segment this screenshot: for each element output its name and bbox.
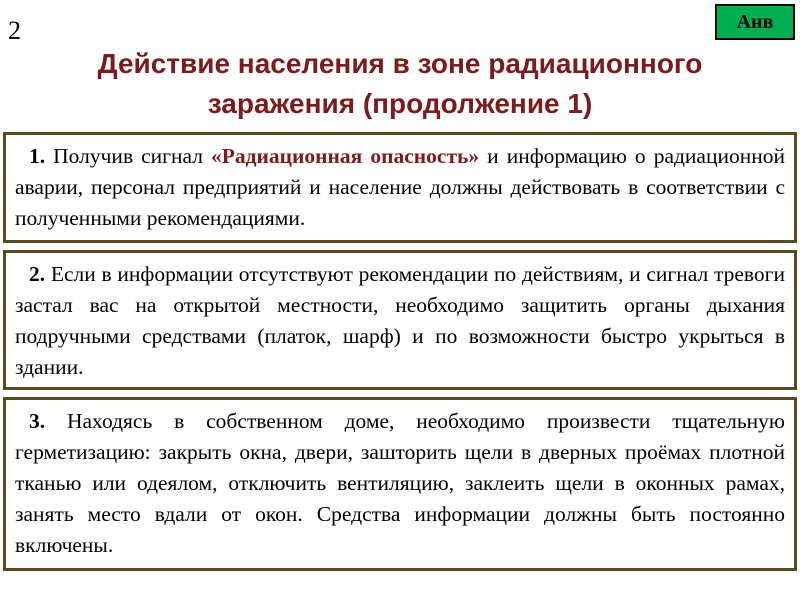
title-line-2: заражения (продолжение 1) (207, 88, 593, 119)
instruction-box-1 (3, 132, 797, 243)
item-text-part: Получив сигнал (45, 144, 211, 168)
instruction-box-3 (3, 397, 797, 571)
item-number: 2. (29, 262, 46, 286)
title-line-1: Действие населения в зоне радиационного (97, 48, 703, 79)
author-badge-button[interactable]: Анв (715, 4, 795, 40)
item-number: 3. (29, 409, 46, 433)
item-text-part: и информацию о радиационной аварии, персонал предприятий и население должны действовать в соответствии с полученными рекомендациями. (15, 144, 785, 230)
slide-number: 2 (8, 16, 21, 45)
item-text: Находясь в собственном доме, необходимо произвести тщательную герметизацию: закрыть окна, двери, зашторить щели в дверных проёмах плотной тканью или одеялом, отключить вентиляцию, заклеить щели в оконных рамах, занять место вдали от окон. Средства информации должны быть постоянно включены. (15, 409, 785, 557)
item-number: 1. (29, 144, 46, 168)
page-title (0, 44, 800, 124)
instruction-box-2 (3, 250, 797, 390)
item-text: Если в информации отсутствуют рекомендации по действиям, и сигнал тревоги застал вас на открытой местности, необходимо защитить органы дыхания подручными средствами (платок, шарф) и по возможности быстро укрыться в здании. (15, 262, 785, 379)
signal-highlight: «Радиационная опасность» (210, 144, 480, 168)
